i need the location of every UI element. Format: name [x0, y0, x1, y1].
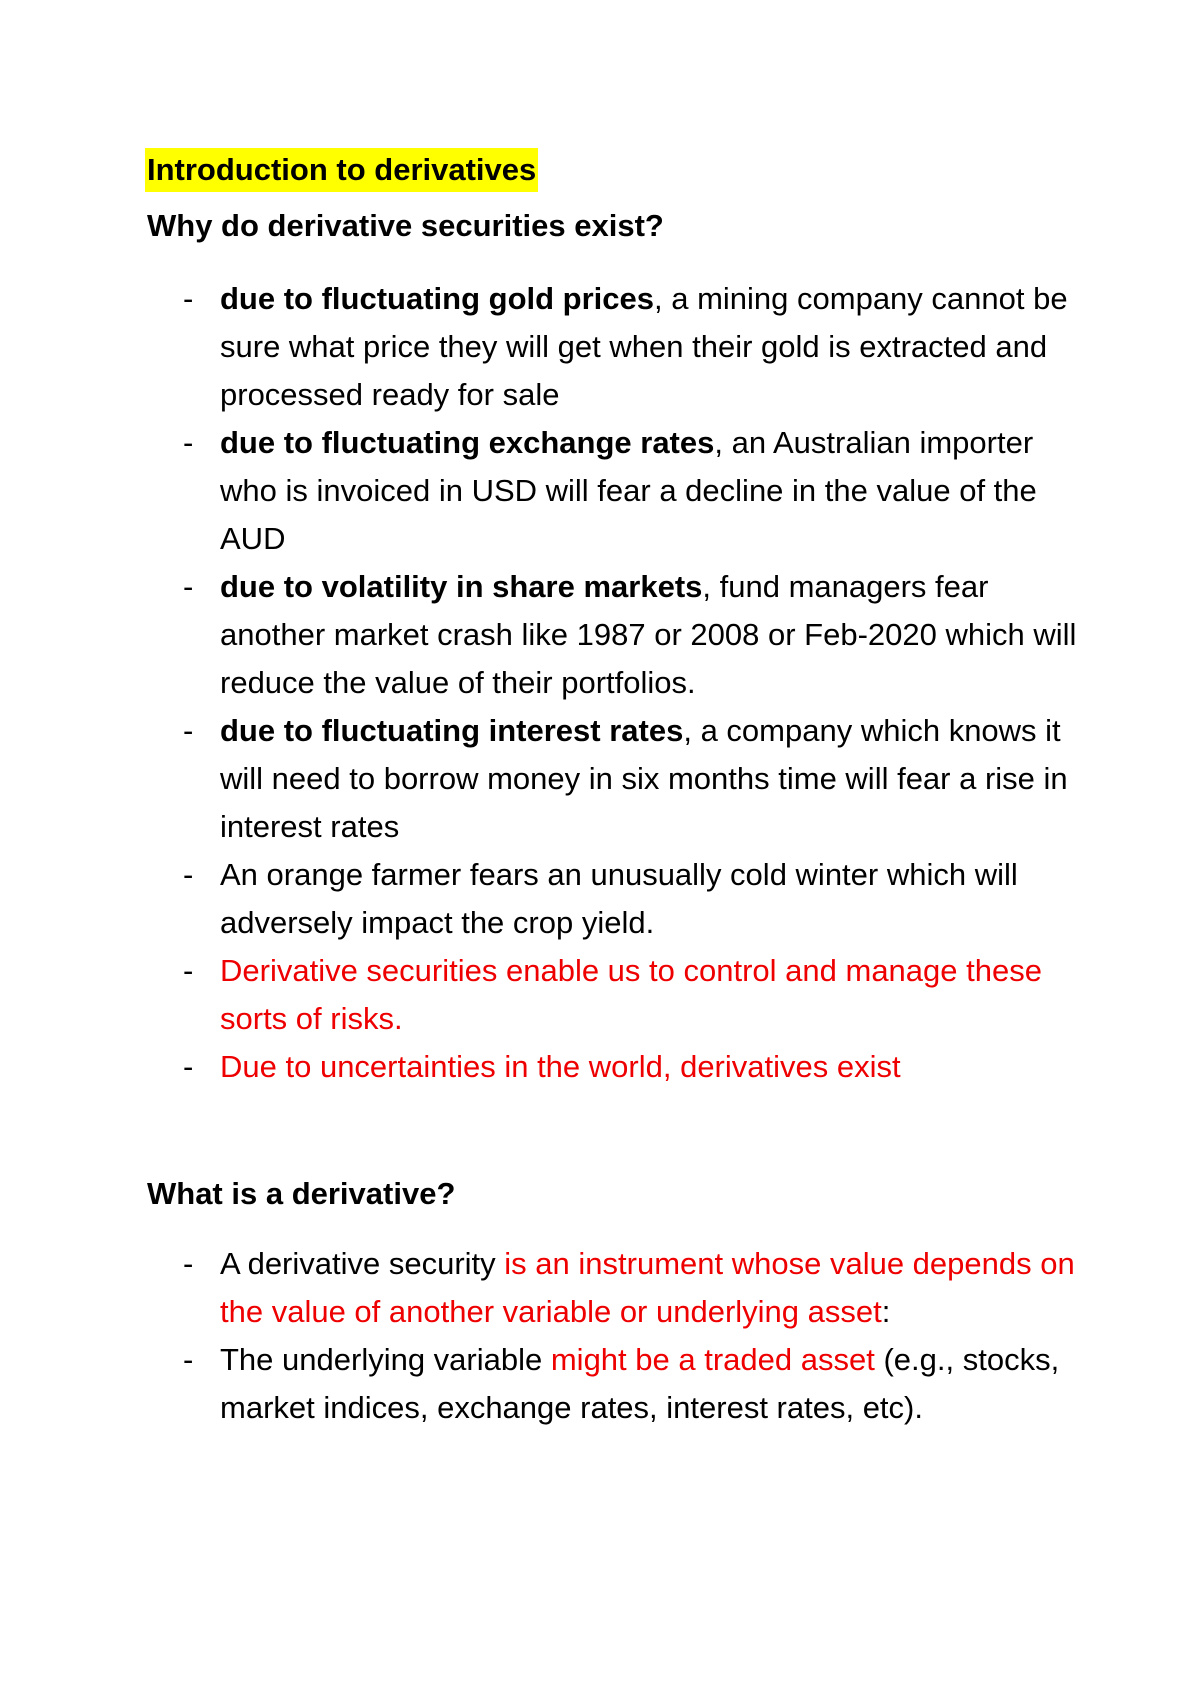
bullet-dash: -	[183, 857, 194, 892]
item-text: A derivative security	[220, 1246, 505, 1281]
bold-phrase: due to fluctuating exchange rates	[220, 425, 715, 460]
item-tail: :	[881, 1294, 891, 1329]
bold-phrase: due to volatility in share markets	[220, 569, 703, 604]
list-item	[0, 947, 1080, 1043]
item-text: The underlying variable	[220, 1342, 551, 1377]
section-heading-what: What is a derivative?	[147, 1176, 456, 1211]
item-text: , an Australian importer who is invoiced in USD will fear a decline in the value of the AUD	[220, 425, 1037, 556]
item-text: , a company which knows it will need to borrow money in six months time will fear a rise in interest rates	[220, 713, 1068, 844]
list-item	[0, 419, 1080, 563]
bullet-dash: -	[183, 569, 194, 604]
item-text: An orange farmer fears an unusually cold winter which will adversely impact the crop yield.	[220, 857, 1018, 940]
bullet-dash: -	[183, 1049, 194, 1084]
list-item	[0, 707, 1080, 851]
bullet-list-why	[0, 275, 1200, 1091]
bold-phrase: due to fluctuating interest rates	[220, 713, 684, 748]
emphasis-text: Due to uncertainties in the world, derivatives exist	[220, 1049, 901, 1084]
list-item	[0, 563, 1080, 707]
bullet-list-what	[0, 1240, 1200, 1432]
item-text: , a mining company cannot be sure what price they will get when their gold is extracted and processed ready for sale	[220, 281, 1068, 412]
list-item	[0, 1240, 1080, 1336]
page-title: Introduction to derivatives	[145, 148, 538, 192]
emphasis-text: is an instrument whose value depends on the value of another variable or underlying asset	[220, 1246, 1075, 1329]
bullet-dash: -	[183, 1246, 194, 1281]
bullet-dash: -	[183, 281, 194, 316]
list-item	[0, 275, 1080, 419]
bold-phrase: due to fluctuating gold prices	[220, 281, 654, 316]
bullet-dash: -	[183, 713, 194, 748]
bullet-dash: -	[183, 953, 194, 988]
emphasis-text: might be a traded asset	[550, 1342, 875, 1377]
list-item	[0, 1043, 1080, 1091]
emphasis-text: Derivative securities enable us to control and manage these sorts of risks.	[220, 953, 1042, 1036]
bullet-dash: -	[183, 425, 194, 460]
list-item	[0, 851, 1080, 947]
list-item	[0, 1336, 1080, 1432]
bullet-dash: -	[183, 1342, 194, 1377]
item-text: , fund managers fear another market crash like 1987 or 2008 or Feb-2020 which will reduce the value of their portfolios.	[220, 569, 1077, 700]
section-heading-why: Why do derivative securities exist?	[147, 208, 664, 243]
item-tail: (e.g., stocks, market indices, exchange rates, interest rates, etc).	[220, 1342, 1060, 1425]
